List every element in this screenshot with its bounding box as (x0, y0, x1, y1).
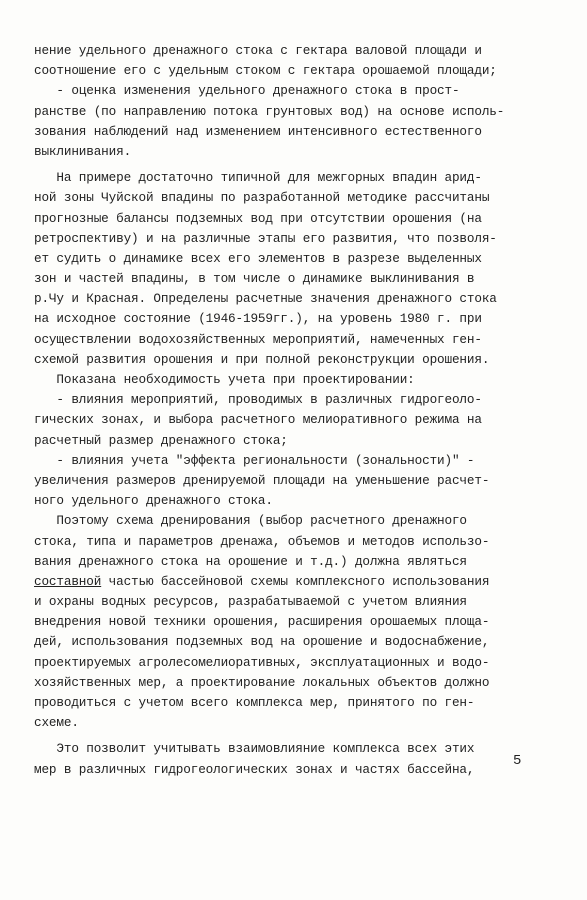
text-line: - влияния мероприятий, проводимых в различных гидрогеоло- (34, 392, 482, 408)
text-line: проектируемых агролесомелиоративных, эксплуатационных и водо- (34, 654, 490, 670)
text-line: расчетный размер дренажного стока; (34, 432, 288, 448)
text-line: мер в различных гидрогеологических зонах и частях бассейна, (34, 761, 475, 777)
text-line: На примере достаточно типичной для межгорных впадин арид- (34, 170, 482, 186)
text-line: прогнозные балансы подземных вод при отсутствии орошения (на (34, 210, 482, 226)
text-line: осуществлении водохозяйственных мероприятий, намеченных ген- (34, 331, 482, 347)
text-line: вания дренажного стока на орошение и т.д.) должна являться (34, 553, 467, 569)
text-line: схеме. (34, 715, 79, 731)
text-line: внедрения новой техники орошения, расширения орошаемых площа- (34, 614, 490, 630)
body-text (34, 41, 534, 780)
text-line: зования наблюдений над изменением интенсивного естественного (34, 123, 482, 139)
text-line: зон и частей впадины, в том числе о динамике выклинивания в (34, 271, 475, 287)
text-line: хозяйственных мер, а проектирование локальных объектов должно (34, 674, 490, 690)
text-line: - оценка изменения удельного дренажного стока в прост- (34, 83, 460, 99)
text-line: соотношение его с удельным стоком с гектара орошаемой площади; (34, 63, 497, 79)
text-line: Показана необходимость учета при проектировании: (34, 372, 415, 387)
text-line: Это позволит учитывать взаимовлияние комплекса всех этих (34, 741, 475, 757)
text-line: проводиться с учетом всего комплекса мер, принятого по ген- (34, 695, 475, 710)
page-number: 5 (513, 753, 522, 769)
text-line: на исходное состояние (1946-1959гг.), на уровень 1980 г. при (34, 311, 482, 327)
text-line: ет судить о динамике всех его элементов в разрезе выделенных (34, 250, 482, 266)
text-line: гических зонах, и выбора расчетного мелиоративного режима на (34, 412, 482, 428)
text-line: ного удельного дренажного стока. (34, 493, 273, 509)
text-line: увеличения размеров дренируемой площади на уменьшение расчет- (34, 472, 490, 488)
text-line: ранстве (по направлению потока грунтовых вод) на основе исполь- (34, 103, 505, 119)
text-line-underlined: составной частью бассейновой схемы комплексного использования (34, 573, 490, 589)
text-line: выклинивания. (34, 143, 132, 159)
text-line: и охраны водных ресурсов, разрабатываемой с учетом влияния (34, 594, 467, 610)
text-line: ной зоны Чуйской впадины по разработанной методике рассчитаны (34, 190, 490, 206)
text-line: - влияния учета "эффекта региональности (зональности)" - (34, 452, 475, 468)
text-line: дей, использования подземных вод на орошение и водоснабжение, (34, 634, 490, 650)
underlined-word: составной (34, 573, 102, 589)
text-line: стока, типа и параметров дренажа, объемов и методов использо- (34, 533, 490, 549)
text-line: схемой развития орошения и при полной реконструкции орошения. (34, 351, 490, 367)
text-line: ретроспективу) и на различные этапы его развития, что позволя- (34, 230, 497, 246)
text-line: р.Чу и Красная. Определены расчетные значения дренажного стока (34, 291, 497, 307)
text-line: нение удельного дренажного стока с гектара валовой площади и (34, 43, 482, 58)
text-line: Поэтому схема дренирования (выбор расчетного дренажного (34, 513, 467, 529)
